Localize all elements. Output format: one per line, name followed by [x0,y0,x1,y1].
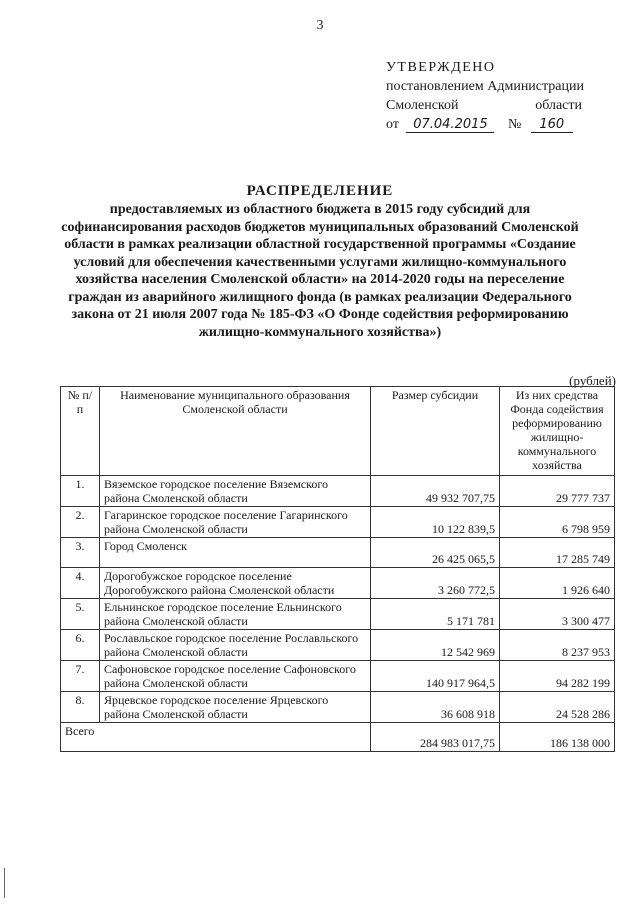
header-subsidy-size: Размер субсидии [371,387,500,476]
row-municipality: Город Смоленск [100,538,371,568]
row-subsidy: 26 425 065,5 [371,538,500,568]
row-number: 3. [61,538,100,568]
page-number: 3 [316,18,324,33]
table-total-row [61,723,615,752]
number-sign: № [507,117,522,132]
approval-heading: УТВЕРЖДЕНО [386,60,496,75]
row-fund: 3 300 477 [500,599,615,630]
row-subsidy: 12 542 969 [371,630,500,661]
date-prefix: от [386,117,399,132]
table-row [61,599,615,630]
document-title: РАСПРЕДЕЛЕНИЕ [246,183,394,199]
units-label: (рублей) [569,373,616,388]
row-subsidy: 5 171 781 [371,599,500,630]
header-municipality: Наименование муниципального образования Смоленской области [100,387,371,476]
table-header-row [61,387,615,476]
header-number: № п/п [61,387,100,476]
document-subtitle: предоставляемых из областного бюджета в 2015 году субсидий для софинансирования расходов бюджетов муниципальных образований Смоленской области в рамках реализации областной государственной программы «Создание условий для обеспечения качественными услугами жилищно-коммунального хозяйства населения Смоленской области» на 2014-2020 годы на переселение граждан из аварийного жилищного фонда (в рамках реализации Федерального закона от 21 июля 2007 года № 185-ФЗ «О Фонде содействия реформированию жилищно-коммунального хозяйства») [61,202,579,340]
row-municipality: Сафоновское городское поселение Сафоновского района Смоленской области [100,661,371,692]
table-row [61,568,615,599]
row-number: 1. [61,476,100,507]
approval-line-2: постановлением Администрации [386,79,584,94]
row-number: 6. [61,630,100,661]
table-row [61,507,615,538]
row-municipality: Вяземское городское поселение Вяземского района Смоленской области [100,476,371,507]
header-fund-share: Из них средства Фонда содействия реформированию жилищно-коммунального хозяйства [500,387,615,476]
approval-line-3 [386,96,582,115]
row-subsidy: 3 260 772,5 [371,568,500,599]
total-subsidy: 284 983 017,75 [371,723,500,752]
row-fund: 8 237 953 [500,630,615,661]
table-row [61,692,615,723]
row-fund: 29 777 737 [500,476,615,507]
row-fund: 94 282 199 [500,661,615,692]
approval-line-3-right: области [535,98,582,113]
row-number: 5. [61,599,100,630]
table-row [61,630,615,661]
row-subsidy: 140 917 964,5 [371,661,500,692]
handwritten-number: 160 [531,117,573,133]
row-number: 8. [61,692,100,723]
row-municipality: Дорогобужское городское поселение Дорогобужского района Смоленской области [100,568,371,599]
approval-stamp [386,58,616,134]
row-municipality: Рославльское городское поселение Рославльского района Смоленской области [100,630,371,661]
row-subsidy: 36 608 918 [371,692,500,723]
margin-mark [4,868,5,898]
total-fund: 186 138 000 [500,723,615,752]
row-fund: 17 285 749 [500,538,615,568]
row-number: 7. [61,661,100,692]
total-label: Всего [61,723,371,752]
table-row [61,476,615,507]
row-subsidy: 49 932 707,75 [371,476,500,507]
distribution-table [60,386,615,752]
approval-line-3-left: Смоленской [386,98,459,113]
row-fund: 24 528 286 [500,692,615,723]
row-fund: 6 798 959 [500,507,615,538]
row-municipality: Гагаринское городское поселение Гагаринского района Смоленской области [100,507,371,538]
row-number: 4. [61,568,100,599]
approval-date-line [386,115,616,134]
row-municipality: Ельнинское городское поселение Ельнинского района Смоленской области [100,599,371,630]
handwritten-date: 07.04.2015 [406,117,494,133]
row-number: 2. [61,507,100,538]
row-subsidy: 10 122 839,5 [371,507,500,538]
row-fund: 1 926 640 [500,568,615,599]
table-row [61,538,615,568]
row-municipality: Ярцевское городское поселение Ярцевского района Смоленской области [100,692,371,723]
table-row [61,661,615,692]
